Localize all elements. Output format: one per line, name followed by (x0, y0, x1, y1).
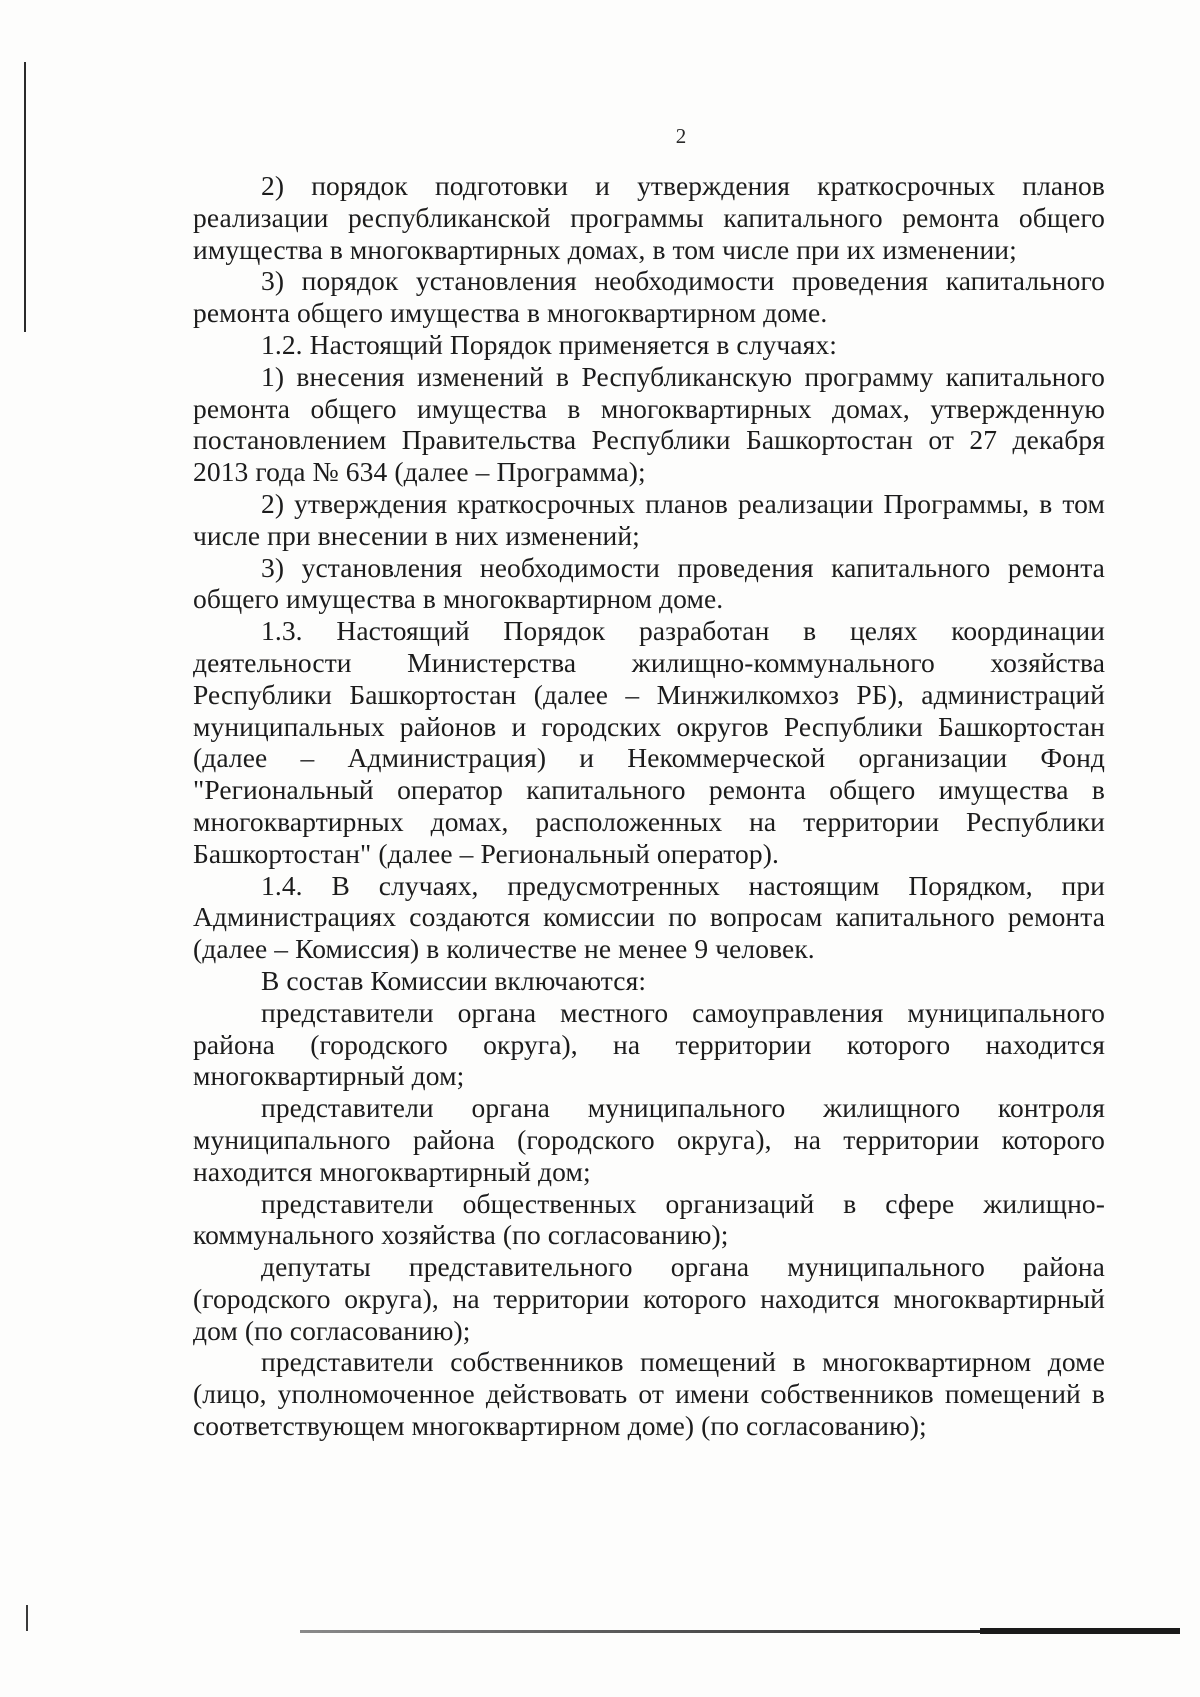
paragraph-3-1: 3) порядок установления необходимости проведения капитального ремонта общего имущества в многоквартирном доме. (193, 265, 1105, 329)
paragraph-1-2-item-2: 2) утверждения краткосрочных планов реализации Программы, в том числе при внесении в них изменений; (193, 487, 1105, 551)
paragraph-1-2-item-1: 1) внесения изменений в Республиканскую программу капитального ремонта общего имущества в многоквартирных домах, утвержденную постановлением Правительства Республики Башкортостан от 27 декабря 2013 года № 634 (далее – Программа); (193, 360, 1105, 488)
paragraph-2-1: 2) порядок подготовки и утверждения краткосрочных планов реализации республиканской программы капитального ремонта общего имущества в многоквартирных домах, в том числе при их изменении; (193, 170, 1105, 265)
section-1-4: 1.4. В случаях, предусмотренных настоящим Порядком, при Администрациях создаются комиссии по вопросам капитального ремонта (далее – Комиссия) в количестве не менее 9 человек. (193, 869, 1105, 965)
document-body (193, 170, 1105, 1442)
scan-margin-mark (24, 62, 26, 332)
paragraph-1-2-item-3: 3) установления необходимости проведения капитального ремонта общего имущества в многоквартирном доме. (193, 551, 1105, 615)
section-1-2-heading: 1.2. Настоящий Порядок применяется в случаях: (261, 328, 837, 360)
page-number: 2 (675, 124, 687, 148)
commission-member-owners: представители собственников помещений в многоквартирном доме (лицо, уполномоченное действовать от имени собственников помещений в соответствующем многоквартирном доме) (по согласованию); (193, 1346, 1105, 1442)
scan-margin-mark-bottom (26, 1605, 28, 1631)
commission-composition-heading: В состав Комиссии включаются: (261, 964, 647, 996)
commission-member-local-government: представители органа местного самоуправления муниципального района (городского округа), на территории которого находится многоквартирный дом; (193, 996, 1105, 1092)
section-1-3: 1.3. Настоящий Порядок разработан в целях координации деятельности Министерства жилищно-коммунального хозяйства Республики Башкортостан (далее – Минжилкомхоз РБ), администраций муниципальных районов и городских округов Республики Башкортостан (далее – Администрация) и Некоммерческой организации Фонд "Региональный оператор капитального ремонта общего имущества в многоквартирных домах, расположенных на территории Республики Башкортостан" (далее – Региональный оператор). (193, 615, 1105, 869)
commission-member-public-organizations: представители общественных организаций в сфере жилищно-коммунального хозяйства (по согласованию); (193, 1187, 1105, 1251)
scan-bottom-rule-thick (980, 1628, 1180, 1634)
commission-member-housing-control: представители органа муниципального жилищного контроля муниципального района (городского округа), на территории которого находится многоквартирный дом; (193, 1092, 1105, 1187)
commission-member-deputies: депутаты представительного органа муниципального района (городского округа), на территории которого находится многоквартирный дом (по согласованию); (193, 1251, 1105, 1346)
